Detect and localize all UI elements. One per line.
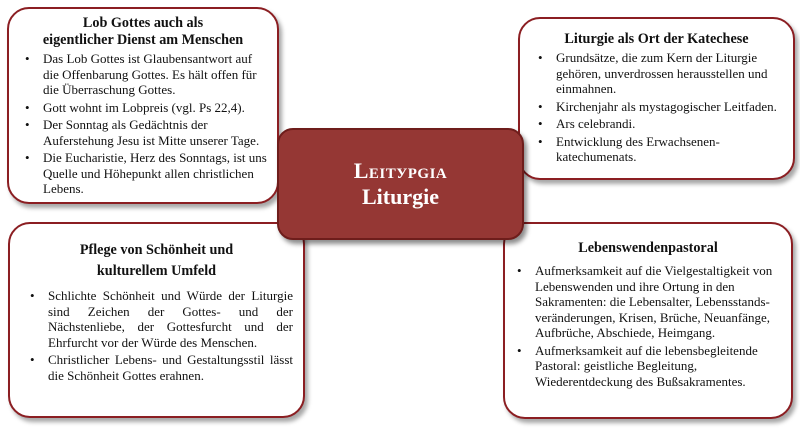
center-subtitle: Liturgie — [362, 184, 439, 209]
list-item: • Kirchenjahr als mystagogischer Leitfaden. — [556, 99, 783, 115]
list-item: • Entwicklung des Erwachsenen-katechumenats. — [556, 134, 783, 165]
box-schoenheit — [8, 222, 305, 418]
title-line-1: Pflege von Schönheit und — [79, 242, 234, 258]
bullet-list — [20, 288, 293, 383]
box-title: Liturgie als Ort der Katechese — [564, 31, 749, 47]
list-item: • Schlichte Schönheit und Würde der Liturgie sind Zeichen der Gottes- und der Nächstenliebe, der Gottesfurcht und der Ehrfurcht vor der Würde des Menschen. — [48, 288, 293, 350]
center-node-leiturgia — [277, 128, 524, 240]
bullet-list — [515, 263, 781, 389]
box-title: Lebenswendenpastoral — [578, 240, 718, 256]
title-line-2: kulturellem Umfeld — [96, 263, 217, 279]
list-item: • Grundsätze, die zum Kern der Liturgie gehören, unverdrossen herausstellen und einmahnen. — [556, 50, 783, 97]
bullet-list — [19, 51, 267, 197]
list-item: • Das Lob Gottes ist Glaubensantwort auf die Offenbarung Gottes. Es hält offen für die Überraschung Gottes. — [43, 51, 267, 98]
list-item: • Gott wohnt im Lobpreis (vgl. Ps 22,4). — [43, 100, 267, 116]
box-lob-gottes — [7, 7, 279, 204]
list-item: • Aufmerksamkeit auf die Vielgestaltigkeit von Lebenswenden und ihre Ortung in den Sakramenten: die Lebensalter, Lebensstands-veränderungen, Krisen, Brüche, Neuanfänge, Aufbrüche, Abschiede, Heimgang. — [535, 263, 781, 341]
list-item: • Der Sonntag als Gedächtnis der Auferstehung Jesu ist Mitte unserer Tage. — [43, 117, 267, 148]
box-title — [20, 240, 293, 282]
list-item: • Ars celebrandi. — [556, 116, 783, 132]
title-line-1: Lob Gottes auch als — [82, 15, 204, 31]
list-item: • Die Eucharistie, Herz des Sonntags, ist uns Quelle und Höhepunkt allen christlichen Lebens. — [43, 150, 267, 197]
center-title: Leitурgia — [353, 158, 448, 183]
box-lebenswendenpastoral — [503, 222, 793, 419]
bullet-list — [530, 50, 783, 165]
title-line-2: eigentlicher Dienst am Menschen — [42, 32, 244, 48]
box-title — [19, 15, 267, 49]
list-item: • Aufmerksamkeit auf die lebensbegleitende Pastoral: geistliche Begleitung, Wiederentdeckung des Bußsakramentes. — [535, 343, 781, 390]
box-katechese — [518, 17, 795, 180]
list-item: • Christlicher Lebens- und Gestaltungsstil lässt die Schönheit Gottes erahnen. — [48, 352, 293, 383]
